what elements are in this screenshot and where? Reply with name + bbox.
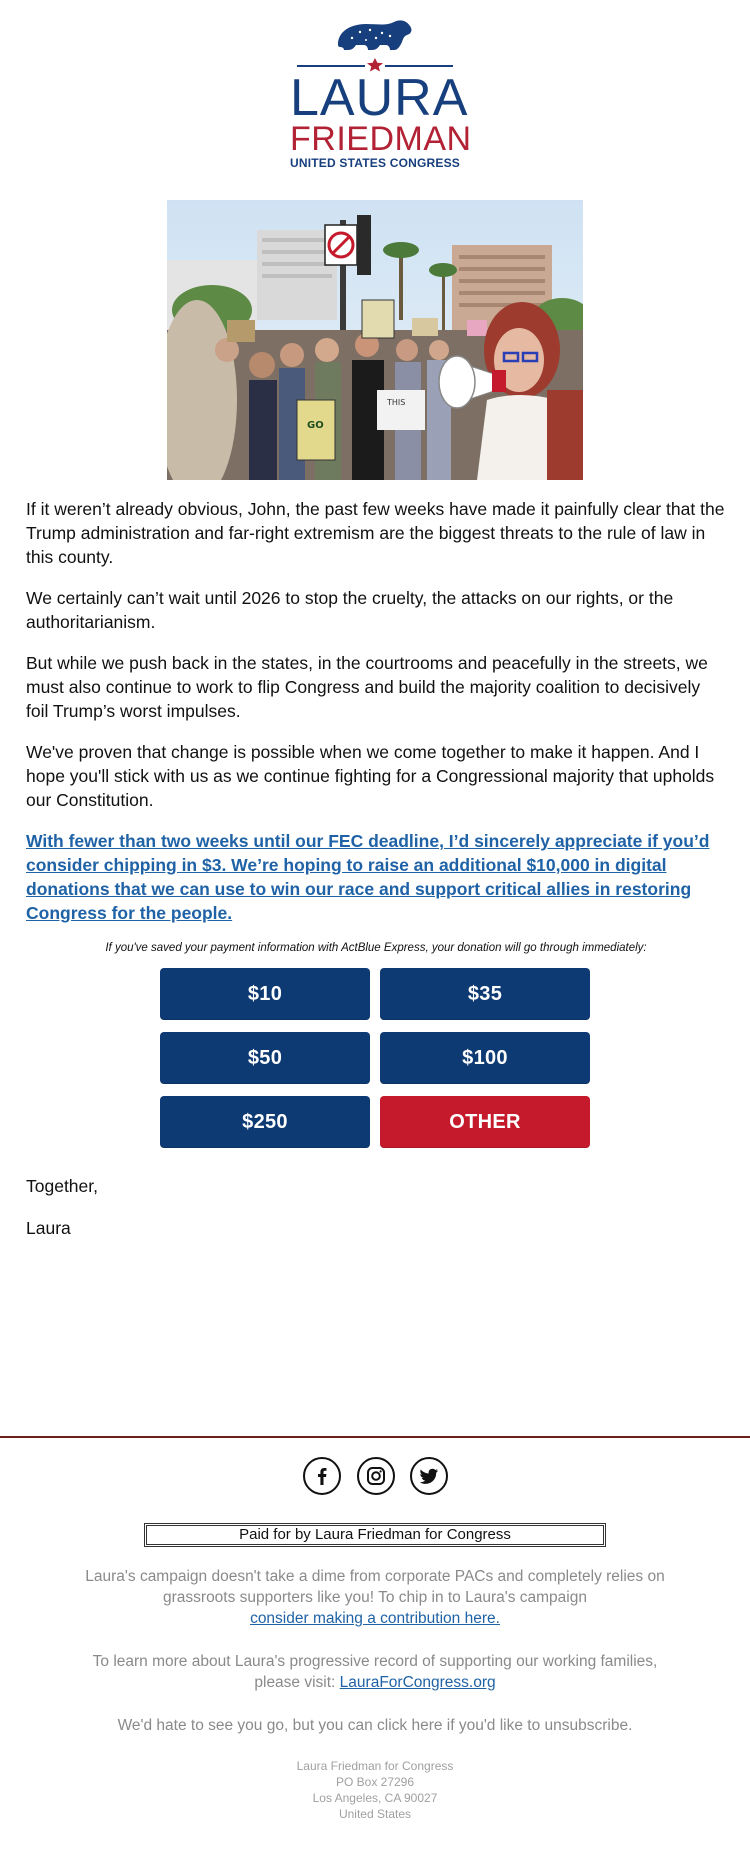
contribution-link[interactable]: consider making a contribution here.	[250, 1610, 500, 1627]
campaign-logo	[290, 14, 472, 170]
address-line: PO Box 27296	[335, 1775, 415, 1789]
svg-text:GO: GO	[307, 420, 324, 431]
facebook-icon[interactable]	[303, 1457, 341, 1495]
paid-for-disclaimer: Paid for by Laura Friedman for Congress	[144, 1523, 606, 1547]
email-footer	[70, 1566, 680, 1822]
instagram-icon[interactable]	[357, 1457, 395, 1495]
address-line: Los Angeles, CA 90027	[312, 1791, 438, 1805]
unsubscribe-text[interactable]: We'd hate to see you go, but you can click here if you'd like to unsubscribe.	[117, 1717, 633, 1734]
bear-icon	[330, 14, 420, 58]
actblue-note: If you've saved your payment information with ActBlue Express, your donation will go through immediately:	[105, 942, 647, 954]
campaign-message	[70, 1566, 680, 1629]
footer-divider	[0, 1436, 750, 1438]
social-links	[303, 1457, 448, 1497]
signoff-closing: Together,	[26, 1176, 98, 1196]
logo-last-name: FRIEDMAN	[290, 120, 472, 158]
address-line: Laura Friedman for Congress	[296, 1759, 454, 1773]
donate-cta-link[interactable]: With fewer than two weeks until our FEC deadline, I’d sincerely appreciate if you’d consider chipping in $3. We’re hoping to raise an additional $10,000 in digital donations that we can use to win our race and support critical allies in restoring Congress for the people.	[26, 831, 710, 923]
campaign-text: Laura's campaign doesn't take a dime from corporate PACs and completely relies on grassroots supporters like you! To chip in to Laura's campaign	[85, 1568, 665, 1606]
paragraph: But while we push back in the states, in the courtrooms and peacefully in the streets, we must also continue to work to flip Congress and build the majority coalition to decisively foil Trump’s worst impulses.	[26, 653, 708, 721]
learn-more-message	[70, 1651, 680, 1693]
logo-subtitle: UNITED STATES CONGRESS	[290, 156, 460, 170]
paragraph: We certainly can’t wait until 2026 to stop the cruelty, the attacks on our rights, or the authoritarianism.	[26, 588, 674, 632]
donate-10-button[interactable]: $10	[160, 968, 370, 1020]
donate-100-button[interactable]: $100	[380, 1032, 590, 1084]
paragraph: If it weren’t already obvious, John, the past few weeks have made it painfully clear that the Trump administration and far-right extremism are the biggest threats to the rule of law in this county.	[26, 499, 725, 567]
logo-first-name: LAURA	[290, 69, 469, 127]
donate-35-button[interactable]: $35	[380, 968, 590, 1020]
mailing-address	[70, 1758, 680, 1822]
address-line: United States	[338, 1807, 412, 1821]
donation-button-grid	[160, 968, 590, 1148]
donate-250-button[interactable]: $250	[160, 1096, 370, 1148]
website-link[interactable]: LauraForCongress.org	[339, 1674, 496, 1691]
donate-50-button[interactable]: $50	[160, 1032, 370, 1084]
email-body	[26, 497, 726, 943]
twitter-icon[interactable]	[410, 1457, 448, 1495]
svg-text:THIS: THIS	[387, 398, 406, 407]
paragraph: We've proven that change is possible when we come together to make it happen. And I hope you'll stick with us as we continue fighting for a Congressional majority that upholds our Constitution.	[26, 742, 715, 810]
rally-photo	[167, 200, 583, 480]
learn-text: To learn more about Laura's progressive record of supporting our working families, please visit:	[92, 1653, 658, 1691]
donate-other-button[interactable]: OTHER	[380, 1096, 590, 1148]
signoff	[26, 1174, 98, 1258]
signoff-name: Laura	[26, 1218, 71, 1238]
